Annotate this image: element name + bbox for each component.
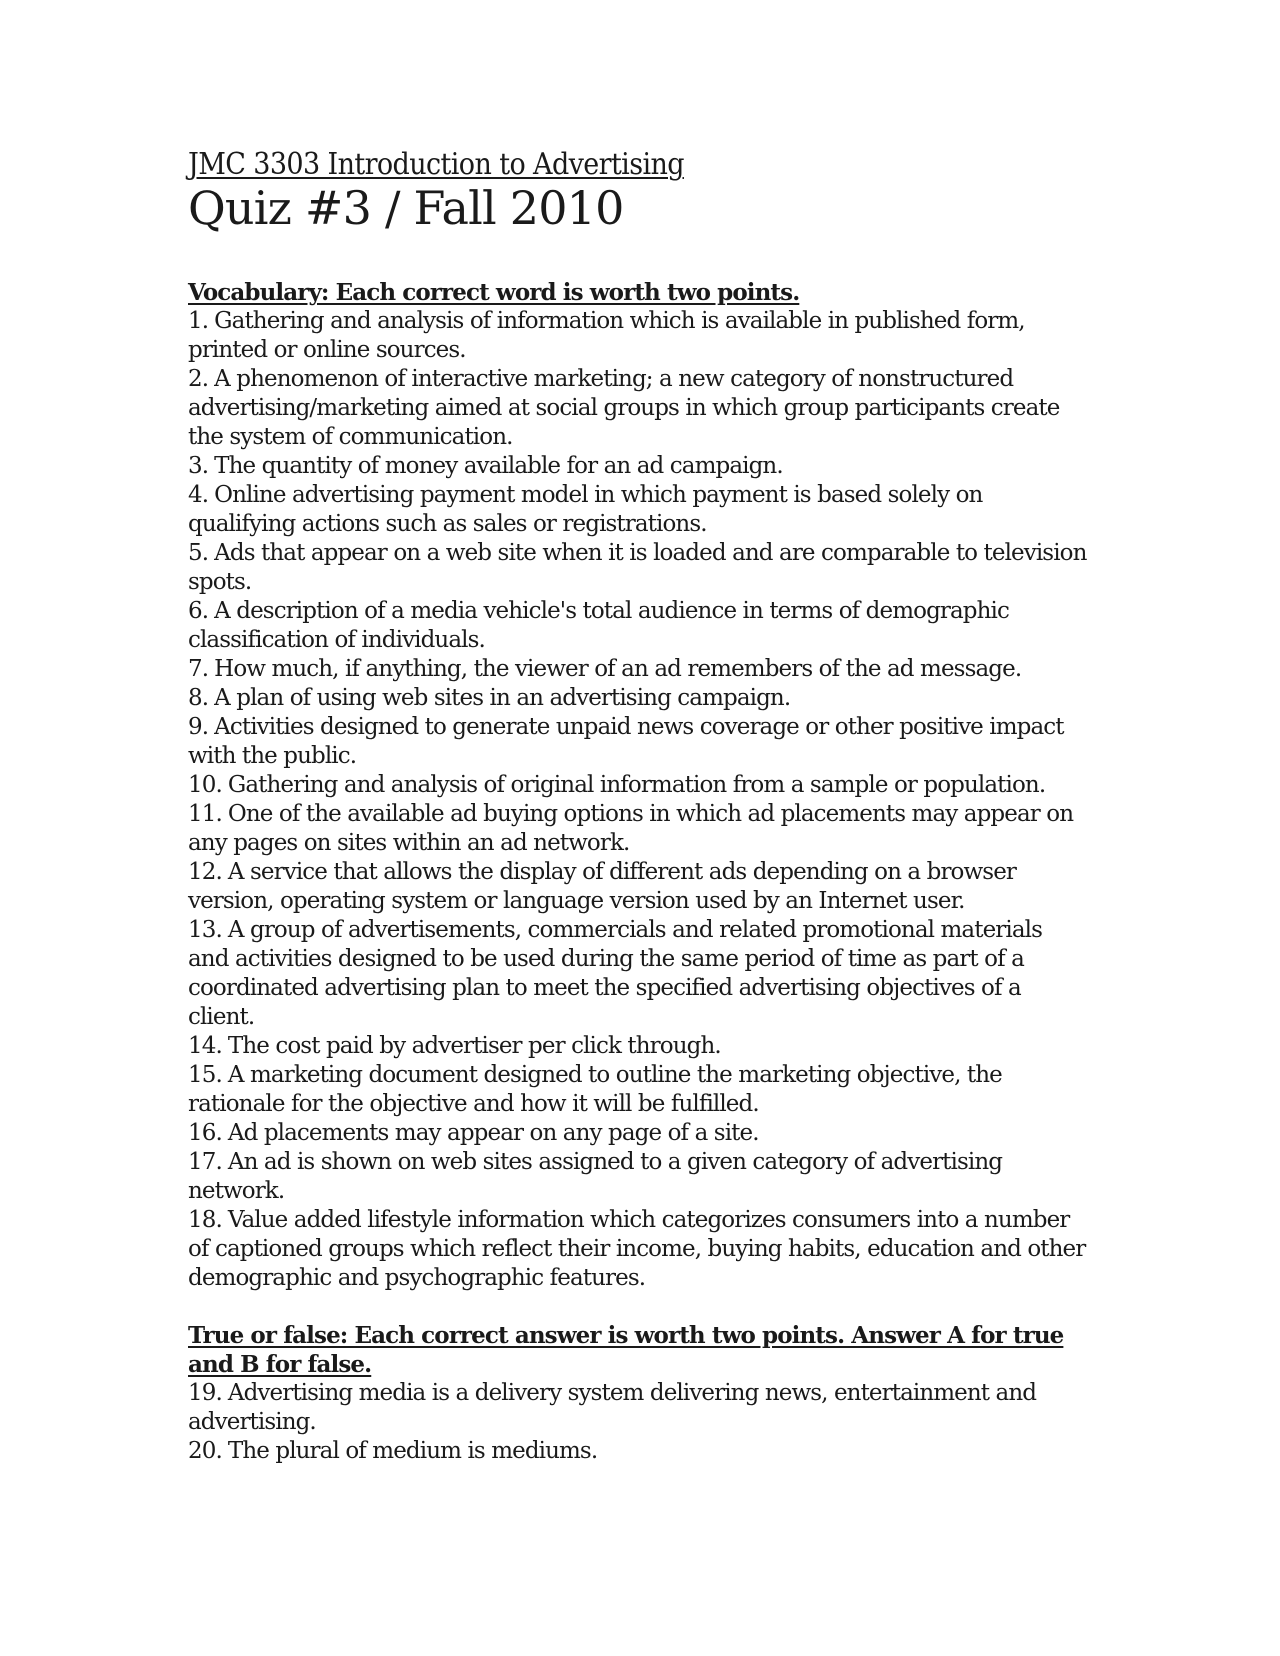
question-item [188, 1119, 1088, 1148]
question-item [188, 1032, 1088, 1061]
vocabulary-section [188, 278, 1088, 1293]
question-item [188, 916, 1088, 1032]
question-text: Online advertising payment model in which payment is based solely on qualifying actions such as sales or registrations. [188, 482, 983, 537]
question-text: A service that allows the display of different ads depending on a browser version, operating system or language version used by an Internet user. [188, 859, 1016, 914]
course-title: JMC 3303 Introduction to Advertising [188, 147, 684, 182]
question-number: 2. [188, 366, 209, 392]
question-number: 1. [188, 308, 209, 334]
question-text: One of the available ad buying options in which ad placements may appear on any pages on sites within an ad network. [188, 801, 1074, 856]
question-number: 12. [188, 859, 222, 885]
question-number: 9. [188, 714, 209, 740]
section-heading: True or false: Each correct answer is worth two points. Answer A for true and B for false. [188, 1322, 1064, 1378]
question-item [188, 1148, 1088, 1206]
question-text: The cost paid by advertiser per click through. [227, 1033, 721, 1059]
question-text: The quantity of money available for an ad campaign. [214, 453, 783, 479]
question-number: 11. [188, 801, 222, 827]
question-item [188, 597, 1088, 655]
question-number: 13. [188, 917, 222, 943]
question-item [188, 307, 1088, 365]
quiz-title: Quiz #3 / Fall 2010 [188, 181, 624, 235]
question-number: 5. [188, 540, 209, 566]
question-text: Ad placements may appear on any page of a site. [227, 1120, 759, 1146]
question-number: 3. [188, 453, 209, 479]
question-list [188, 307, 1088, 1293]
question-item [188, 1437, 1088, 1466]
question-item [188, 1379, 1088, 1437]
question-number: 20. [188, 1438, 222, 1464]
question-text: Gathering and analysis of information which is available in published form, printed or online sources. [188, 308, 1025, 363]
question-item [188, 713, 1088, 771]
document-page [188, 148, 1088, 1466]
question-number: 15. [188, 1062, 222, 1088]
question-item [188, 684, 1088, 713]
question-text: A plan of using web sites in an advertising campaign. [214, 685, 791, 711]
question-item [188, 655, 1088, 684]
question-item [188, 858, 1088, 916]
question-number: 4. [188, 482, 209, 508]
question-item [188, 481, 1088, 539]
question-item [188, 800, 1088, 858]
question-number: 14. [188, 1033, 222, 1059]
question-item [188, 771, 1088, 800]
question-text: The plural of medium is mediums. [227, 1438, 598, 1464]
question-number: 8. [188, 685, 209, 711]
question-item [188, 452, 1088, 481]
question-number: 17. [188, 1149, 222, 1175]
question-item [188, 365, 1088, 452]
section-heading: Vocabulary: Each correct word is worth two points. [188, 279, 800, 306]
question-text: Activities designed to generate unpaid news coverage or other positive impact with the public. [188, 714, 1064, 769]
question-text: Gathering and analysis of original information from a sample or population. [227, 772, 1046, 798]
question-text: Advertising media is a delivery system delivering news, entertainment and advertising. [188, 1380, 1037, 1435]
question-number: 10. [188, 772, 222, 798]
question-text: A group of advertisements, commercials and related promotional materials and activities designed to be used during the same period of time as part of a coordinated advertising plan to meet the specified advertising objectives of a client. [188, 917, 1042, 1030]
question-text: A phenomenon of interactive marketing; a new category of nonstructured advertising/marketing aimed at social groups in which group participants create the system of communication. [188, 366, 1060, 450]
question-text: A description of a media vehicle's total audience in terms of demographic classification of individuals. [188, 598, 1009, 653]
question-number: 19. [188, 1380, 222, 1406]
question-text: A marketing document designed to outline the marketing objective, the rationale for the objective and how it will be fulfilled. [188, 1062, 1002, 1117]
question-number: 6. [188, 598, 209, 624]
question-text: Ads that appear on a web site when it is loaded and are comparable to television spots. [188, 540, 1087, 595]
question-number: 16. [188, 1120, 222, 1146]
question-text: Value added lifestyle information which categorizes consumers into a number of captioned groups which reflect their income, buying habits, education and other demographic and psychographic features. [188, 1207, 1086, 1291]
question-number: 7. [188, 656, 209, 682]
question-item [188, 1206, 1088, 1293]
question-list [188, 1379, 1088, 1466]
question-number: 18. [188, 1207, 222, 1233]
question-item [188, 1061, 1088, 1119]
true-false-section [188, 1321, 1088, 1466]
question-text: An ad is shown on web sites assigned to a given category of advertising network. [188, 1149, 1003, 1204]
question-item [188, 539, 1088, 597]
question-text: How much, if anything, the viewer of an ad remembers of the ad message. [214, 656, 1022, 682]
